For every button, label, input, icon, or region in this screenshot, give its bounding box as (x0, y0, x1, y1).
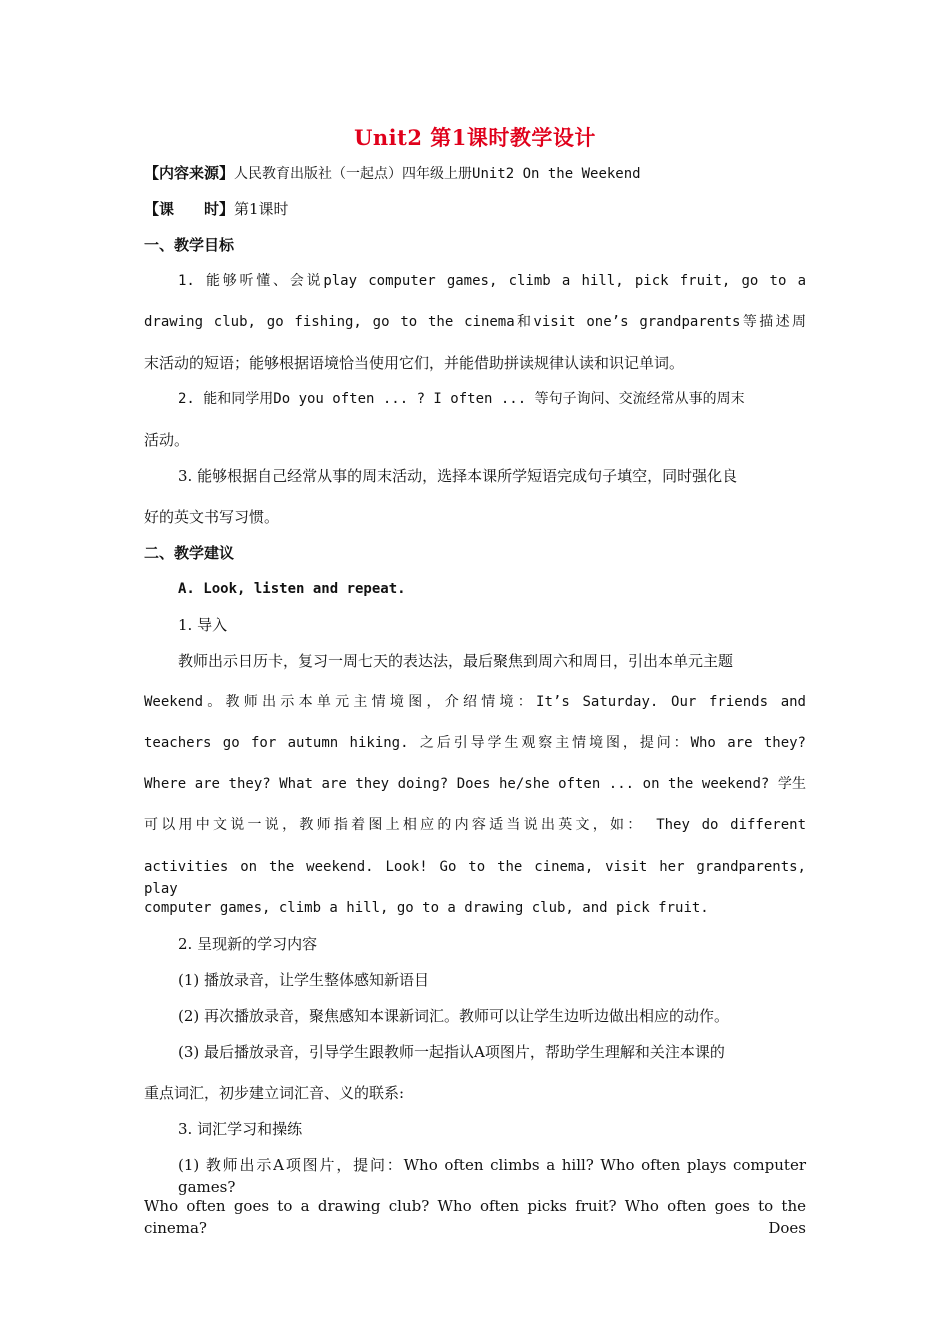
step2-item2: (2) 再次播放录音，聚焦感知本课新词汇。教师可以让学生边听边做出相应的动作。 (178, 1007, 730, 1025)
goal2-line1: 2. 能和同学用Do you often ... ? I often ... 等句子询问、交流经常从事的周末 (178, 391, 745, 407)
goal1-line3: 末活动的短语；能够根据语境恰当使用它们，并能借助拼读规律认读和识记单词。 (144, 354, 685, 372)
intro-line4: Where are they? What are they doing? Does he/she often ... on the weekend? 学生 (144, 776, 806, 792)
intro-line1: 教师出示日历卡，复习一周七天的表达法，最后聚焦到周六和周日，引出本单元主题 (178, 652, 734, 670)
period-label: 【课 时】 (144, 200, 235, 218)
source-text: 人民教育出版社（一起点）四年级上册Unit2 On the Weekend (234, 166, 641, 182)
step3-heading: 3. 词汇学习和操练 (178, 1120, 303, 1138)
step3-item1-line2: Who often goes to a drawing club? Who often picks fruit? Who often goes to the cinema? Does (144, 1197, 806, 1237)
goal1-line1: 1. 能够听懂、会说play computer games, climb a hill, pick fruit, go to a (178, 273, 806, 289)
period-line (144, 198, 806, 220)
goal2-line2: 活动。 (144, 431, 190, 449)
goal1-line2: drawing club, go fishing, go to the cinema和visit one’s grandparents等描述周 (144, 314, 806, 330)
step3-item1-line1: (1) 教师出示A项图片，提问：Who often climbs a hill? Who often plays computer games? (178, 1156, 806, 1196)
intro-line5: 可以用中文说一说，教师指着图上相应的内容适当说出英文，如： They do different (144, 817, 806, 833)
source-line (144, 162, 806, 185)
goal3-line2: 好的英文书写习惯。 (144, 508, 280, 526)
source-label: 【内容来源】 (144, 164, 235, 182)
goals-heading: 一、教学目标 (144, 236, 235, 254)
intro-line2: Weekend。教师出示本单元主情境图，介绍情境：It’s Saturday. Our friends and (144, 694, 806, 710)
step2-item3-line1: (3) 最后播放录音，引导学生跟教师一起指认A项图片，帮助学生理解和关注本课的 (178, 1043, 725, 1061)
step2-item1: (1) 播放录音，让学生整体感知新语目 (178, 971, 430, 989)
goal3-line1: 3. 能够根据自己经常从事的周末活动，选择本课所学短语完成句子填空，同时强化良 (178, 467, 738, 485)
advice-heading: 二、教学建议 (144, 544, 235, 562)
intro-line3: teachers go for autumn hiking. 之后引导学生观察主情境图，提问：Who are they? (144, 735, 806, 751)
part-a-heading: A. Look, listen and repeat. (178, 581, 406, 597)
period-text: 第1课时 (234, 200, 289, 218)
step2-heading: 2. 呈现新的学习内容 (178, 935, 318, 953)
step2-item3-line2: 重点词汇，初步建立词汇音、义的联系: (144, 1084, 405, 1102)
step1-heading: 1. 导入 (178, 616, 228, 634)
intro-line7: computer games, climb a hill, go to a drawing club, and pick fruit. (144, 900, 709, 916)
intro-line6: activities on the weekend. Look! Go to the cinema, visit her grandparents, play (144, 859, 806, 897)
document-title: Unit2 第1课时教学设计 (354, 125, 596, 150)
